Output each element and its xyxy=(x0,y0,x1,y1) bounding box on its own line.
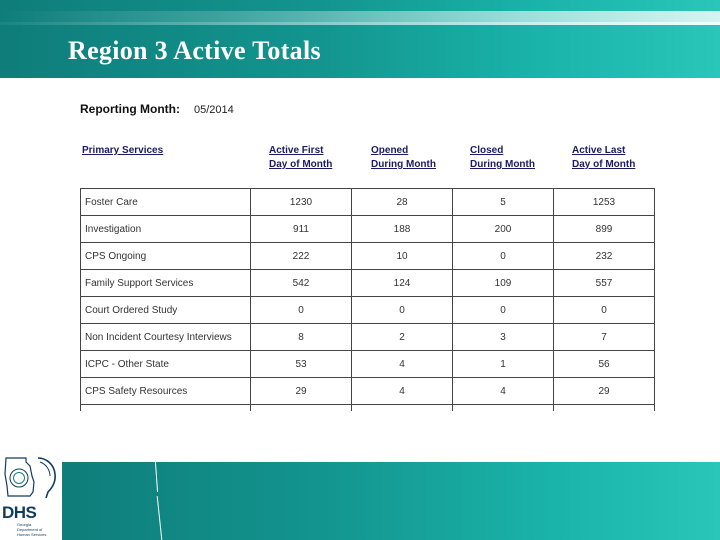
cell-service-name: Non Incident Courtesy Interviews xyxy=(81,324,251,351)
cell-opened: 2 xyxy=(352,324,453,351)
cell-closed: 0 xyxy=(453,297,554,324)
column-header-line: Day of Month xyxy=(269,159,333,170)
cell-active-first: 8 xyxy=(251,324,352,351)
table-row xyxy=(81,378,655,405)
column-header-line: Active Last xyxy=(572,145,626,156)
column-header-primary-label: Primary Services xyxy=(82,145,164,156)
cell-active-first: 0 xyxy=(251,297,352,324)
cell-active-last: 7 xyxy=(554,324,655,351)
cell-service-name: CPS Ongoing xyxy=(81,243,251,270)
table-row xyxy=(81,324,655,351)
header-band xyxy=(0,0,720,78)
slide-title: Region 3 Active Totals xyxy=(68,36,321,65)
cell-opened: 124 xyxy=(352,270,453,297)
column-header-active-last xyxy=(572,144,652,172)
cell-closed: 3 xyxy=(453,324,554,351)
cell-service-name: ICPC - Other State xyxy=(81,351,251,378)
column-header-line: Day of Month xyxy=(572,159,636,170)
cell-closed: 0 xyxy=(453,243,554,270)
cell-active-first: 1230 xyxy=(251,189,352,216)
column-header-line: During Month xyxy=(371,159,436,170)
cell-opened: 10 xyxy=(352,243,453,270)
cell-opened: 188 xyxy=(352,216,453,243)
table-row xyxy=(81,216,655,243)
cell-opened: 4 xyxy=(352,351,453,378)
column-header-line: During Month xyxy=(470,159,535,170)
footer-divider-line xyxy=(157,496,163,540)
cell-service-name: Court Ordered Study xyxy=(81,297,251,324)
cell-empty xyxy=(352,405,453,411)
cell-service-name: Foster Care xyxy=(81,189,251,216)
cell-empty xyxy=(554,405,655,411)
cell-opened: 0 xyxy=(352,297,453,324)
cell-opened: 28 xyxy=(352,189,453,216)
cell-closed: 5 xyxy=(453,189,554,216)
reporting-month-value: 05/2014 xyxy=(194,104,234,116)
cell-active-first: 53 xyxy=(251,351,352,378)
cell-service-name: Family Support Services xyxy=(81,270,251,297)
table-row-cropped xyxy=(81,405,655,411)
cell-active-last: 1253 xyxy=(554,189,655,216)
cell-active-first: 911 xyxy=(251,216,352,243)
cell-active-last: 899 xyxy=(554,216,655,243)
cell-service-name: Investigation xyxy=(81,216,251,243)
header-thin-stripe xyxy=(0,22,720,25)
cell-empty xyxy=(81,405,251,411)
column-header-closed xyxy=(470,144,550,172)
column-header-opened xyxy=(371,144,451,172)
cell-empty xyxy=(251,405,352,411)
table-row xyxy=(81,189,655,216)
table-row xyxy=(81,243,655,270)
logo-text: DHS xyxy=(2,503,37,522)
cell-active-first: 222 xyxy=(251,243,352,270)
column-header-line: Closed xyxy=(470,145,504,156)
report-image xyxy=(78,98,658,414)
cell-closed: 1 xyxy=(453,351,554,378)
reporting-month-label: Reporting Month: xyxy=(80,102,180,116)
services-table xyxy=(80,188,655,411)
cell-active-last: 557 xyxy=(554,270,655,297)
cell-closed: 4 xyxy=(453,378,554,405)
logo-subtext: Georgia Department of Human Services xyxy=(17,522,47,537)
footer-divider-line xyxy=(155,462,158,492)
table-row xyxy=(81,297,655,324)
column-header-line: Active First xyxy=(269,145,324,156)
cell-active-first: 29 xyxy=(251,378,352,405)
cell-active-last: 0 xyxy=(554,297,655,324)
column-header-active-first xyxy=(269,144,349,172)
cell-closed: 109 xyxy=(453,270,554,297)
cell-empty xyxy=(453,405,554,411)
cell-active-last: 29 xyxy=(554,378,655,405)
cell-active-first: 542 xyxy=(251,270,352,297)
column-header-line: Opened xyxy=(371,145,409,156)
footer-band xyxy=(62,462,720,540)
table-row xyxy=(81,270,655,297)
cell-service-name: CPS Safety Resources xyxy=(81,378,251,405)
dhs-logo xyxy=(0,452,62,540)
cell-active-last: 56 xyxy=(554,351,655,378)
table-row xyxy=(81,351,655,378)
cell-closed: 200 xyxy=(453,216,554,243)
column-header-primary-services xyxy=(82,144,163,158)
cell-active-last: 232 xyxy=(554,243,655,270)
georgia-seal-icon xyxy=(0,452,62,504)
cell-opened: 4 xyxy=(352,378,453,405)
